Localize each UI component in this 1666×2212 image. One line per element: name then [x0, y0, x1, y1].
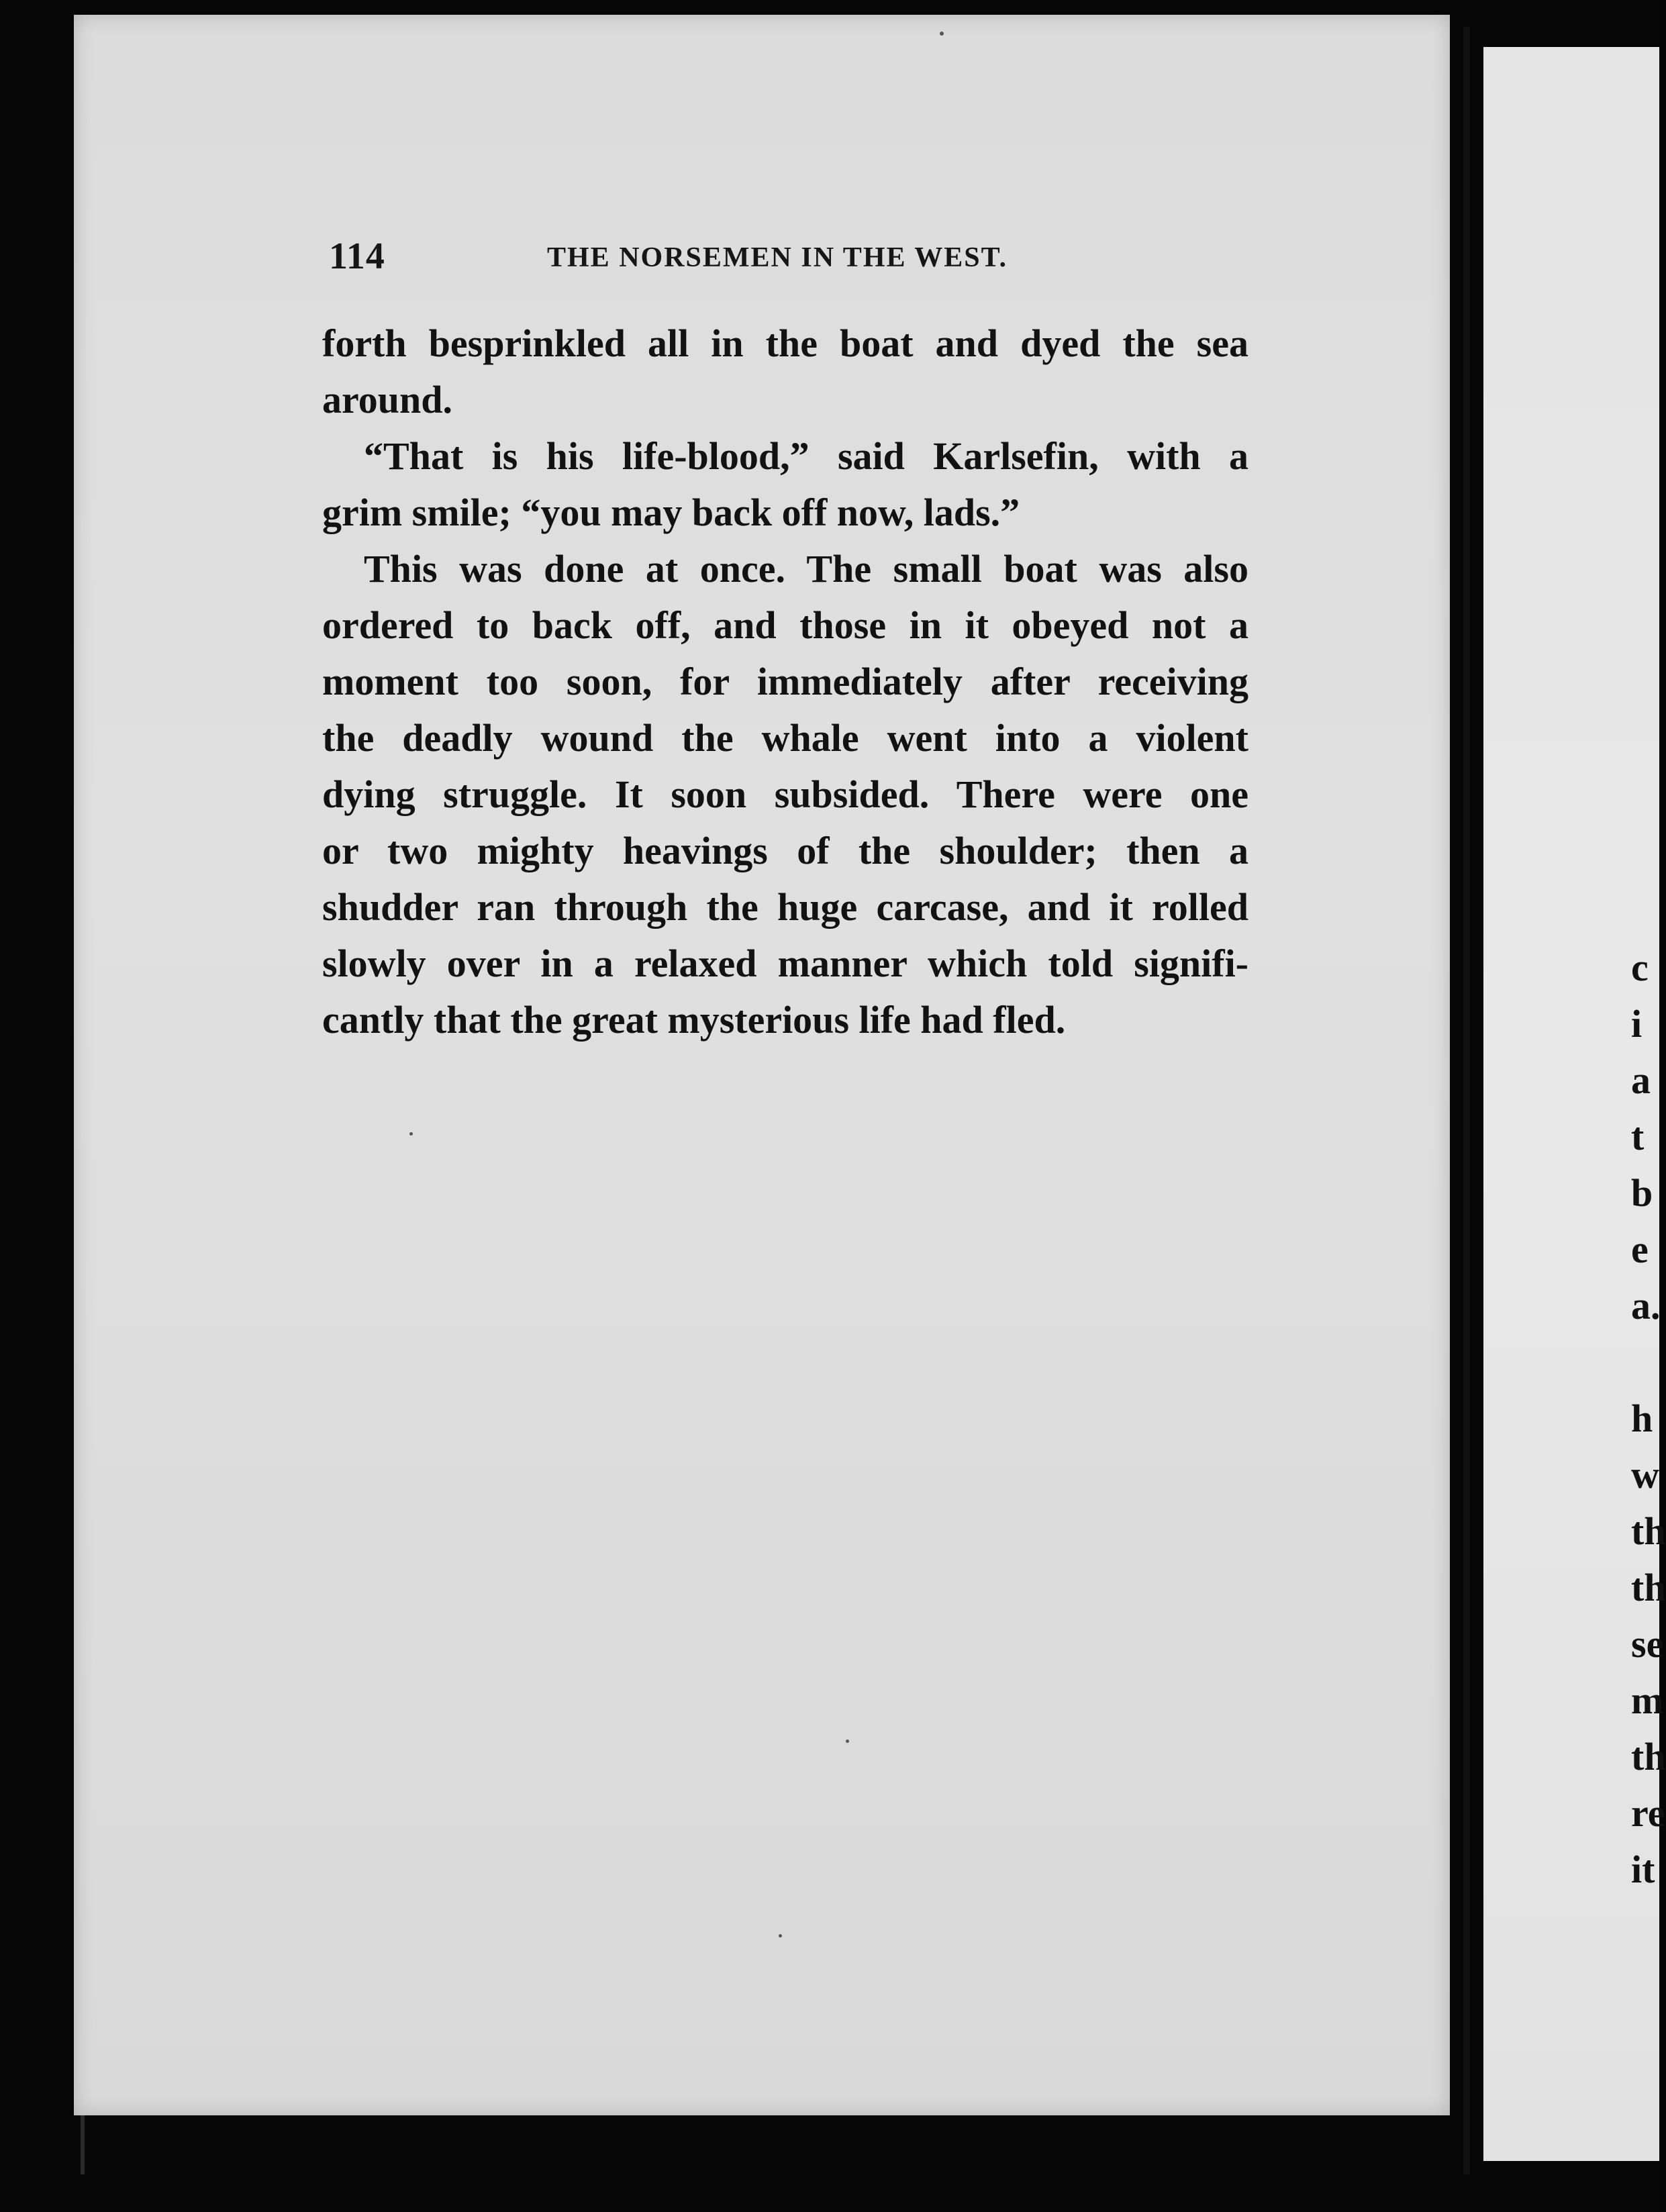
text-line: dying struggle. It soon subsided. There were one: [322, 772, 1248, 816]
facing-page-text-fragments: [1631, 940, 1666, 1898]
facing-page-fragment: it: [1631, 1848, 1655, 1891]
facing-page-fragment: th: [1631, 1509, 1666, 1553]
text-line: the deadly wound the whale went into a violent: [322, 716, 1248, 760]
text-line: around.: [322, 378, 452, 421]
text-line: grim smile; “you may back off now, lads.”: [322, 491, 1020, 534]
facing-page-fragment: e: [1631, 1227, 1649, 1271]
running-title: THE NORSEMEN IN THE WEST.: [547, 242, 1008, 273]
paper-speck: [779, 1934, 782, 1938]
facing-page-fragment: h: [1631, 1397, 1653, 1440]
paper-speck: [846, 1740, 849, 1743]
facing-page-fragment: th: [1631, 1566, 1666, 1609]
facing-page-fragment: w: [1631, 1453, 1659, 1497]
facing-page-fragment: a: [1631, 1058, 1651, 1102]
running-head: [329, 235, 1248, 282]
facing-page-fragment: c: [1631, 946, 1649, 989]
text-line: or two mighty heavings of the shoulder; then a: [322, 829, 1248, 872]
facing-page-fragment: re: [1631, 1791, 1665, 1835]
text-line: shudder ran through the huge carcase, and it rolled: [322, 885, 1248, 929]
gutter-shadow: [1463, 27, 1470, 2174]
page-number: 114: [329, 236, 385, 277]
facing-page-fragment: t: [1631, 1115, 1645, 1158]
facing-page-fragment: se: [1631, 1622, 1664, 1666]
text-line: ordered to back off, and those in it obeyed not a: [322, 603, 1248, 647]
facing-page-fragment: [1631, 1334, 1659, 1391]
text-line: slowly over in a relaxed manner which told signifi-: [322, 942, 1248, 985]
text-line: moment too soon, for immediately after receiving: [322, 660, 1248, 703]
paper-speck: [940, 32, 944, 36]
facing-page-fragment: th: [1631, 1735, 1666, 1778]
text-line: This was done at once. The small boat was also: [364, 547, 1248, 591]
text-line: cantly that the great mysterious life had fled.: [322, 998, 1066, 1042]
text-line: forth besprinkled all in the boat and dyed the sea: [322, 321, 1248, 365]
facing-page-fragment: i: [1631, 1002, 1643, 1046]
facing-page-fragment: a.: [1631, 1284, 1661, 1327]
facing-page-fragment: b: [1631, 1171, 1653, 1215]
text-line: “That is his life-blood,” said Karlsefin, with a: [364, 434, 1248, 478]
body-text: [322, 315, 1248, 1048]
paper-speck: [409, 1132, 413, 1136]
facing-page-fragment: m: [1631, 1678, 1664, 1722]
